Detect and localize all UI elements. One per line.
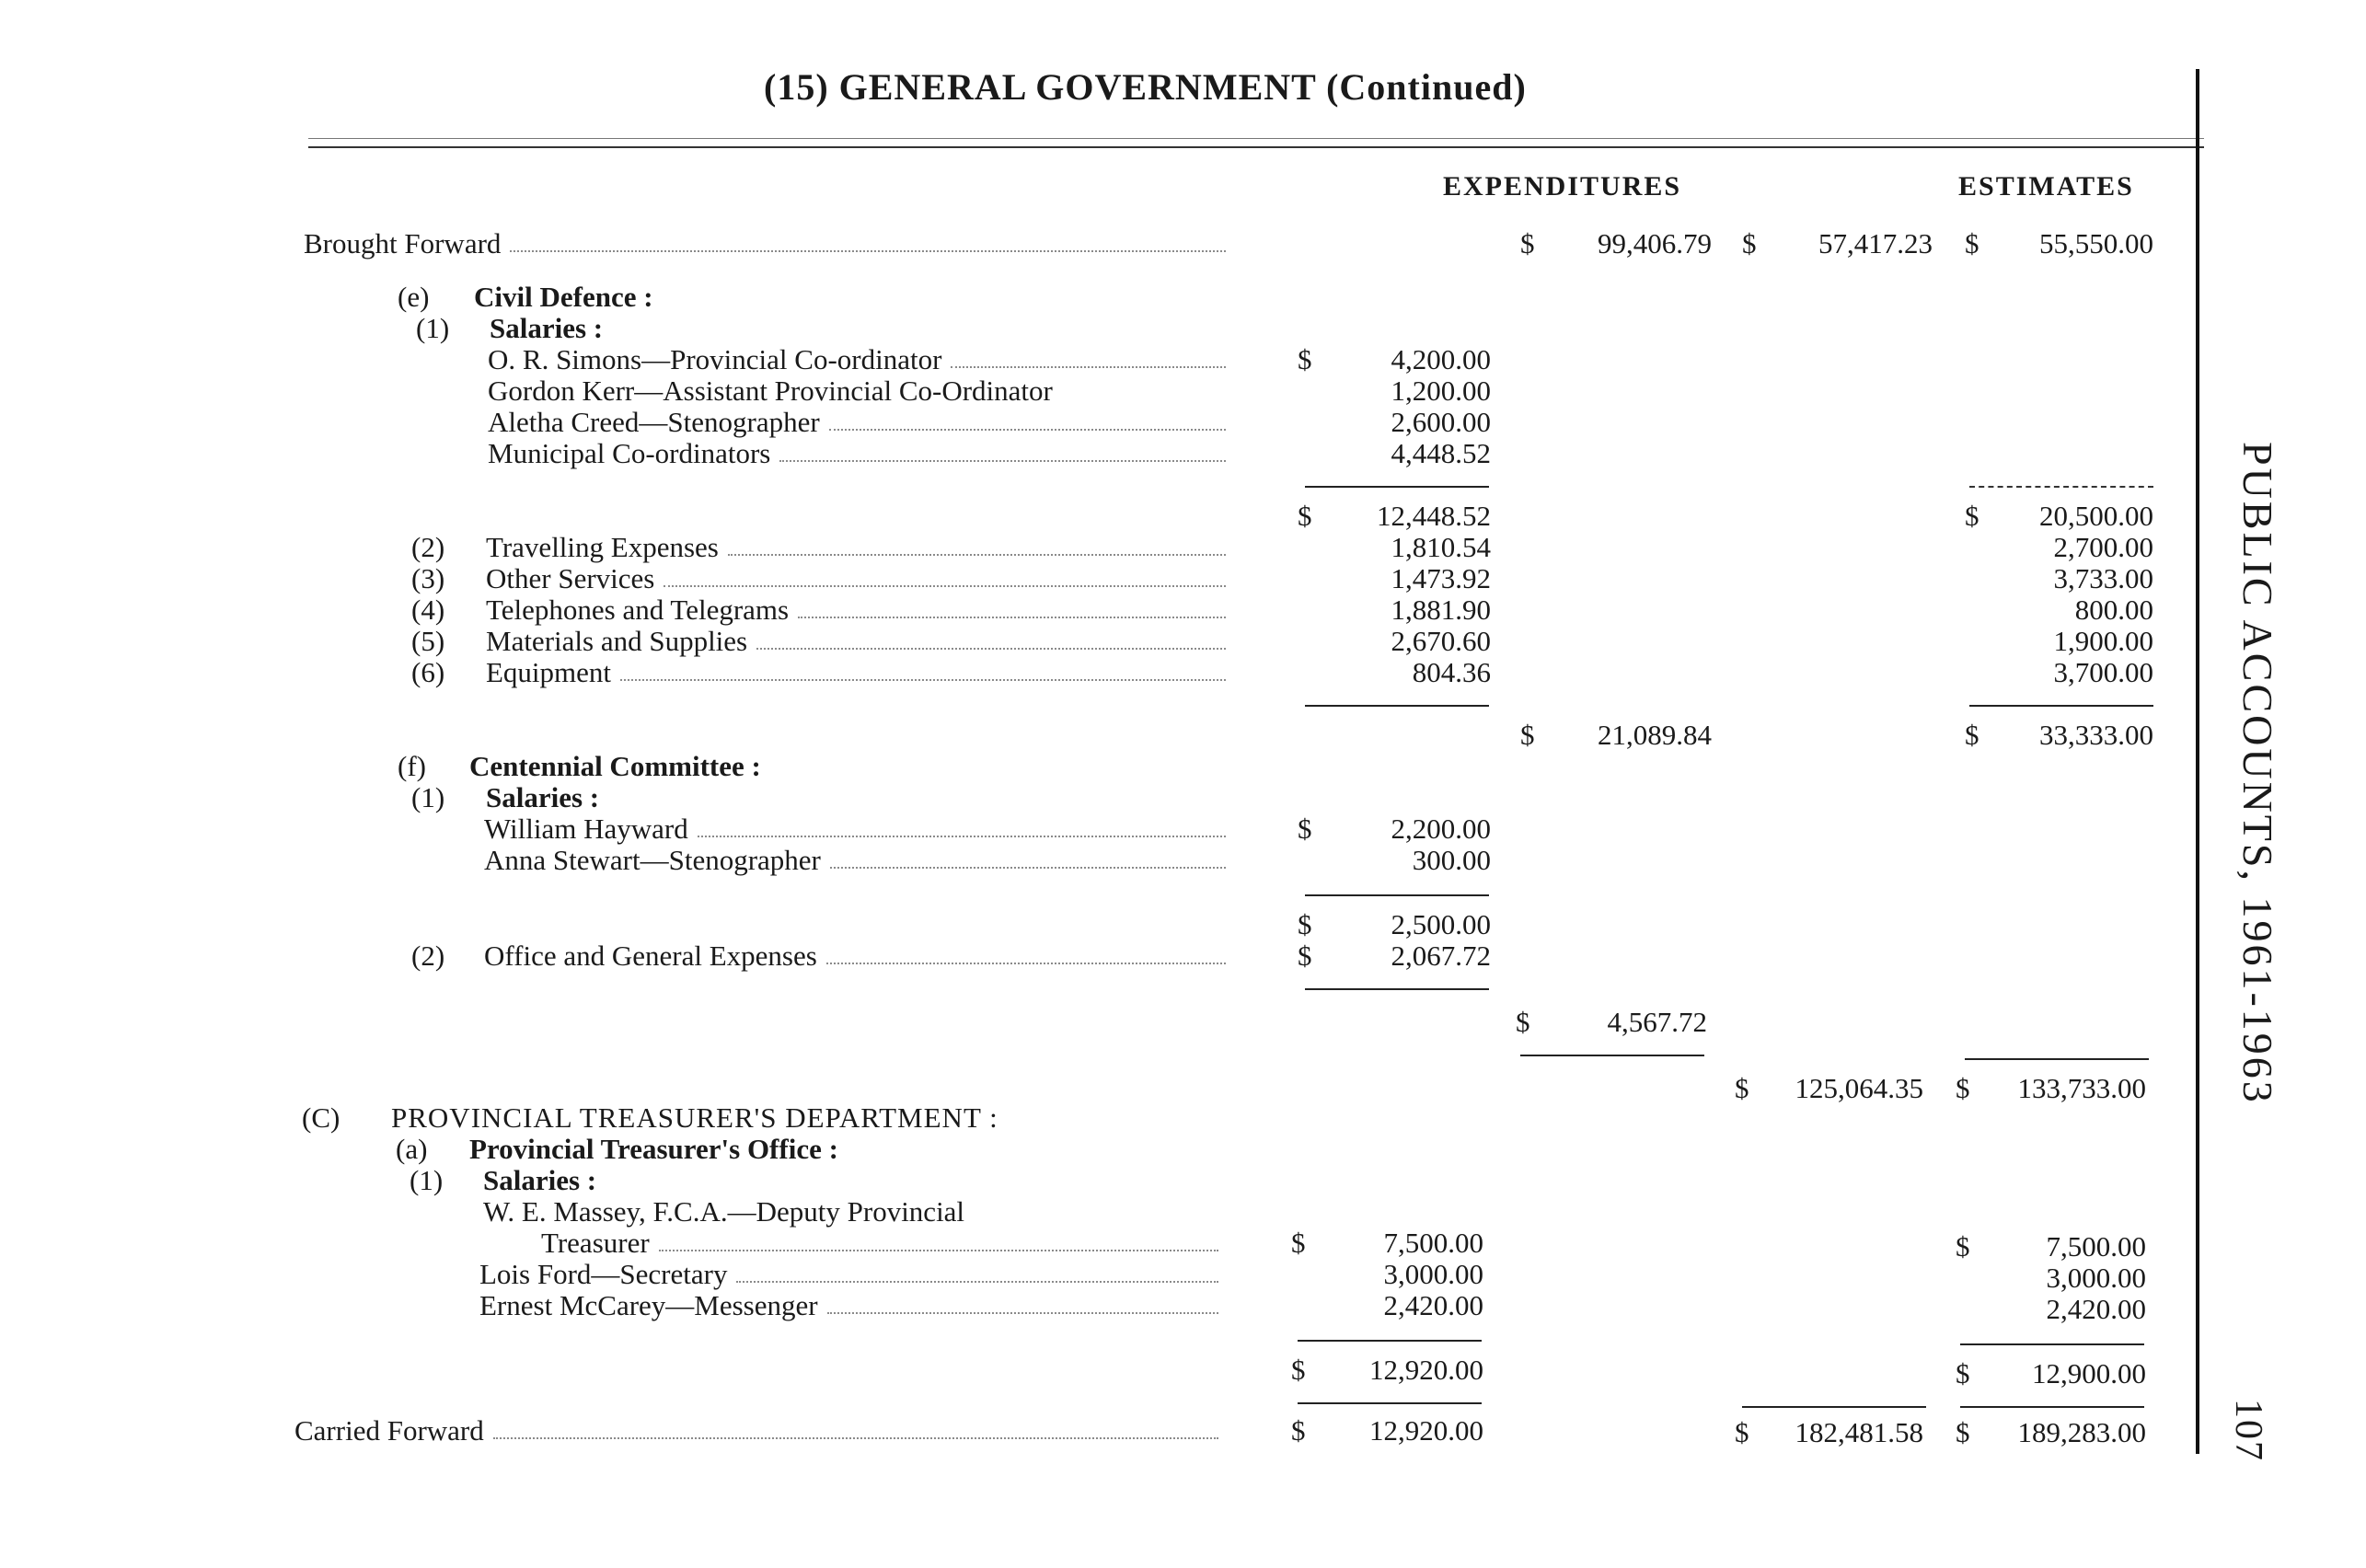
brought-forward-c-amount: 99,406.79 (1598, 227, 1712, 259)
carried-forward-label (294, 1415, 1224, 1447)
treasurer-salaries-rule (1298, 1340, 1482, 1342)
section-c-rule (1520, 1055, 1704, 1056)
centennial-salary-row (484, 845, 1231, 876)
cd-item-amount: 1,881.90 (1391, 594, 1491, 626)
margin-vertical-rule (2196, 69, 2199, 1454)
cd-item-row (486, 563, 1231, 594)
cd-item-name: Other Services (486, 562, 655, 594)
carried-e-rule (1960, 1406, 2144, 1408)
treasurer-salary-est-currency: $ (1956, 1230, 1970, 1262)
treasurer-salary-row (541, 1228, 1224, 1259)
centennial-salaries-heading: Salaries : (486, 781, 600, 813)
cd-est-total-rule (1969, 705, 2153, 707)
cd-item-name: Telephones and Telegrams (486, 594, 790, 626)
cd-salaries-total-amount: 12,448.52 (1377, 500, 1491, 532)
cd-item-estimate: 3,733.00 (2053, 562, 2153, 594)
carried-forward-e-currency: $ (1956, 1416, 1970, 1448)
cd-salary-row (488, 375, 1231, 407)
cd-item-amount: 804.36 (1412, 656, 1491, 688)
centennial-marker: (f) (398, 750, 426, 782)
cd-total-amount: 21,089.84 (1598, 719, 1712, 751)
carried-forward-e-amount: 189,283.00 (2017, 1416, 2146, 1448)
expenditures-heading: EXPENDITURES (1443, 171, 1682, 202)
brought-forward-d-amount: 57,417.23 (1818, 227, 1933, 259)
cd-item-name: Materials and Supplies (486, 625, 748, 657)
cd-item-row (486, 594, 1231, 626)
centennial-total-rule (1305, 988, 1489, 990)
cd-total-est-amount: 33,333.00 (2039, 719, 2153, 751)
cd-salaries-est-amount: 20,500.00 (2039, 500, 2153, 532)
centennial-office-name: Office and General Expenses (484, 940, 817, 972)
cd-item-estimate: 3,700.00 (2053, 656, 2153, 688)
cd-item-amount: 1,473.92 (1391, 562, 1491, 594)
centennial-salary-name: Anna Stewart—Stenographer (484, 844, 821, 876)
cd-item-row (486, 626, 1231, 657)
treasurer-salaries-heading: Salaries : (483, 1164, 597, 1196)
treasurer-salary-name: Lois Ford—Secretary (479, 1258, 728, 1290)
treasurer-salary-amount: 7,500.00 (1383, 1227, 1483, 1259)
section-total-d-currency: $ (1735, 1072, 1749, 1104)
cd-salary-name: Gordon Kerr—Assistant Provincial Co-Ordinator (488, 375, 1053, 407)
centennial-office-currency: $ (1298, 940, 1312, 972)
brought-forward-e-currency: $ (1965, 227, 1979, 259)
cd-item-estimate: 800.00 (2074, 594, 2153, 626)
carried-forward-d-currency: $ (1735, 1416, 1749, 1448)
treasurer-salaries-marker: (1) (410, 1164, 444, 1196)
cd-item-row (486, 657, 1231, 688)
carried-forward-b-amount: 12,920.00 (1369, 1414, 1483, 1447)
centennial-salary-name: William Hayward (484, 813, 688, 845)
cd-item-amount: 1,810.54 (1391, 531, 1491, 563)
cd-total-est-currency: $ (1965, 719, 1979, 751)
brought-forward-text: Brought Forward (304, 227, 502, 259)
treasurer-salary-row (479, 1259, 1224, 1290)
treasurer-office-marker: (a) (396, 1133, 428, 1165)
treasurer-heading: PROVINCIAL TREASURER'S DEPARTMENT : (391, 1101, 998, 1134)
treasurer-salary-estimate: 7,500.00 (2046, 1230, 2146, 1262)
treasurer-salary-row (479, 1290, 1224, 1321)
civil-defence-heading: Civil Defence : (474, 281, 653, 313)
brought-forward-c-currency: $ (1520, 227, 1535, 259)
centennial-office-marker: (2) (411, 940, 445, 972)
centennial-salaries-total-currency: $ (1298, 908, 1312, 940)
brought-forward-e-amount: 55,550.00 (2039, 227, 2153, 259)
brought-forward-label (304, 228, 1231, 259)
cd-item-marker: (6) (411, 656, 445, 688)
cd-est-subtotal-rule (1969, 486, 2153, 488)
carried-forward-b-currency: $ (1291, 1414, 1306, 1447)
cd-item-estimate: 1,900.00 (2053, 625, 2153, 657)
carried-forward-text: Carried Forward (294, 1414, 484, 1447)
cd-item-marker: (4) (411, 594, 445, 626)
cd-item-name: Equipment (486, 656, 612, 688)
centennial-salary-currency: $ (1298, 813, 1312, 845)
cd-salaries-est-currency: $ (1965, 500, 1979, 532)
centennial-office-row (484, 940, 1231, 972)
centennial-salary-amount: 300.00 (1412, 844, 1491, 876)
centennial-salary-amount: 2,200.00 (1391, 813, 1491, 845)
cd-items-total-rule (1305, 705, 1489, 707)
cd-salary-name: Aletha Creed—Stenographer (488, 406, 820, 438)
cd-salary-amount: 1,200.00 (1391, 375, 1491, 407)
header-rule-top (308, 138, 2204, 139)
centennial-total-amount: 4,567.72 (1607, 1006, 1707, 1038)
centennial-salaries-marker: (1) (411, 781, 445, 813)
treasurer-salaries-total-estimate: 12,900.00 (2032, 1357, 2146, 1389)
cd-item-name: Travelling Expenses (486, 531, 719, 563)
cd-salary-name: O. R. Simons—Provincial Co-ordinator (488, 343, 942, 375)
treasurer-salary-name: Treasurer (541, 1227, 650, 1259)
treasurer-salary-currency: $ (1291, 1227, 1306, 1259)
brought-forward-d-currency: $ (1742, 227, 1757, 259)
cd-salary-row (488, 438, 1231, 469)
header-rule-bottom (308, 146, 2204, 148)
section-total-e-amount: 133,733.00 (2017, 1072, 2146, 1104)
centennial-salary-row (484, 813, 1231, 845)
cd-item-row (486, 532, 1231, 563)
cd-salaries-subtotal-rule (1305, 486, 1489, 488)
treasurer-salaries-total-amount: 12,920.00 (1369, 1354, 1483, 1386)
civil-defence-marker: (e) (398, 281, 430, 313)
centennial-salaries-rule (1305, 894, 1489, 896)
cd-salary-row (488, 344, 1231, 375)
cd-item-marker: (3) (411, 562, 445, 594)
cd-item-marker: (5) (411, 625, 445, 657)
treasurer-salary-name-line1: W. E. Massey, F.C.A.—Deputy Provincial (483, 1195, 965, 1228)
centennial-salaries-total-amount: 2,500.00 (1391, 908, 1491, 940)
civil-defence-salaries-heading: Salaries : (490, 312, 604, 344)
cd-salary-currency: $ (1298, 343, 1312, 375)
carried-d-rule (1742, 1406, 1926, 1408)
cd-item-estimate: 2,700.00 (2053, 531, 2153, 563)
cd-item-marker: (2) (411, 531, 445, 563)
cd-salary-amount: 4,200.00 (1391, 343, 1491, 375)
carried-b-rule (1298, 1402, 1482, 1404)
civil-defence-salaries-marker: (1) (416, 312, 450, 344)
estimates-heading: ESTIMATES (1958, 171, 2134, 202)
cd-total-currency: $ (1520, 719, 1535, 751)
running-title: PUBLIC ACCOUNTS, 1961-1963 (2234, 442, 2281, 1105)
treasurer-salary-estimate: 2,420.00 (2046, 1293, 2146, 1325)
cd-salary-amount: 2,600.00 (1391, 406, 1491, 438)
treasurer-salary-name: Ernest McCarey—Messenger (479, 1289, 818, 1321)
carried-forward-d-amount: 182,481.58 (1795, 1416, 1923, 1448)
treasurer-salary-amount: 3,000.00 (1383, 1258, 1483, 1290)
treasurer-salaries-total-currency: $ (1291, 1354, 1306, 1386)
treasurer-office-heading: Provincial Treasurer's Office : (469, 1133, 838, 1165)
page-number: 107 (2227, 1399, 2269, 1462)
centennial-heading: Centennial Committee : (469, 750, 761, 782)
treasurer-salary-amount: 2,420.00 (1383, 1289, 1483, 1321)
treasurer-salaries-total-est-currency: $ (1956, 1357, 1970, 1389)
cd-item-amount: 2,670.60 (1391, 625, 1491, 657)
treasurer-marker: (C) (302, 1101, 340, 1134)
centennial-total-currency: $ (1516, 1006, 1530, 1038)
cd-salary-amount: 4,448.52 (1391, 437, 1491, 469)
cd-salary-name: Municipal Co-ordinators (488, 437, 771, 469)
treasurer-est-rule (1960, 1343, 2144, 1345)
section-e-rule (1965, 1058, 2149, 1060)
cd-salary-row (488, 407, 1231, 438)
centennial-office-amount: 2,067.72 (1391, 940, 1491, 972)
cd-salaries-total-currency: $ (1298, 500, 1312, 532)
section-total-e-currency: $ (1956, 1072, 1970, 1104)
treasurer-salary-estimate: 3,000.00 (2046, 1262, 2146, 1294)
page-title: (15) GENERAL GOVERNMENT (Continued) (764, 66, 1527, 108)
section-total-d-amount: 125,064.35 (1795, 1072, 1923, 1104)
